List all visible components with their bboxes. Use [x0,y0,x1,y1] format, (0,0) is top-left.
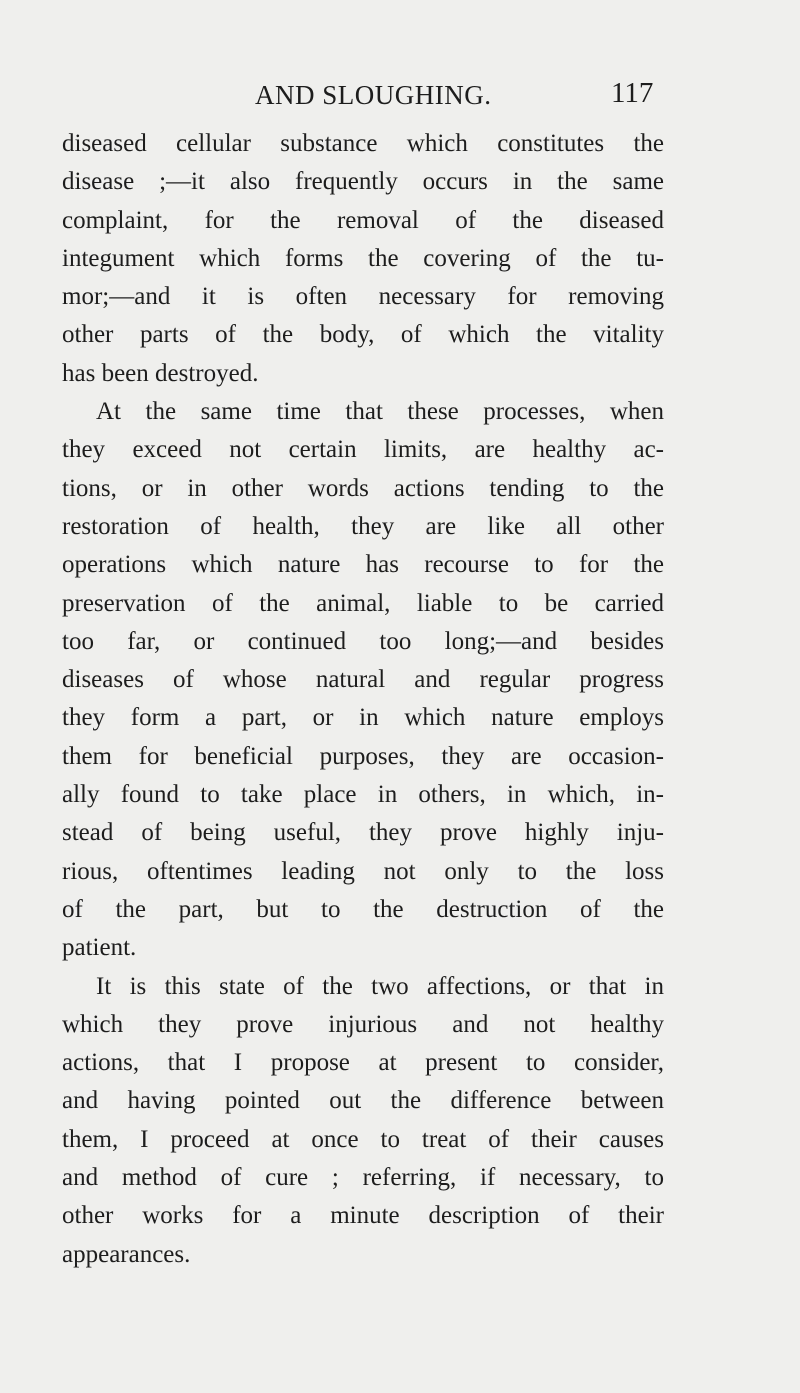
text-line: actions, that I propose at present to consider, [62,1049,664,1077]
text-line: other works for a minute description of their [62,1202,664,1230]
text-line: of the part, but to the destruction of the [62,895,664,923]
text-line: ally found to take place in others, in which, in- [62,781,664,809]
text-line: they form a part, or in which nature employs [62,704,664,732]
text-line: It is this state of the two affections, or that in [96,972,664,1000]
text-line: complaint, for the removal of the diseased [62,206,664,234]
text-line: mor;—and it is often necessary for removing [62,283,664,311]
text-line: and method of cure ; referring, if necessary, to [62,1164,664,1192]
text-line: stead of being useful, they prove highly inju- [62,819,664,847]
text-line: preservation of the animal, liable to be carried [62,589,664,617]
text-line: them, I proceed at once to treat of their causes [62,1125,664,1153]
running-head: AND SLOUGHING. [255,80,492,110]
text-line: and having pointed out the difference between [62,1087,664,1115]
text-line: they exceed not certain limits, are healthy ac- [62,436,664,464]
text-line: has been destroyed. [62,359,259,387]
text-line: tions, or in other words actions tending to the [62,474,664,502]
text-line: appearances. [62,1240,191,1268]
text-line: which they prove injurious and not healthy [62,1010,664,1038]
page-number: 117 [611,77,654,109]
text-line: too far, or continued too long;—and besides [62,627,664,655]
text-line: restoration of health, they are like all other [62,512,664,540]
text-line: diseased cellular substance which constitutes the [62,130,664,157]
text-line: operations which nature has recourse to for the [62,551,664,579]
text-line: patient. [62,934,137,962]
text-line: diseases of whose natural and regular progress [62,666,664,694]
text-line: integument which forms the covering of the tu- [62,244,664,272]
text-line: disease ;—it also frequently occurs in the same [62,168,664,196]
text-line: rious, oftentimes leading not only to the loss [62,857,664,885]
text-line: other parts of the body, of which the vitality [62,321,664,349]
body-text [62,125,664,1274]
text-line: At the same time that these processes, when [96,398,664,426]
text-line: them for beneficial purposes, they are occasion- [62,742,664,770]
